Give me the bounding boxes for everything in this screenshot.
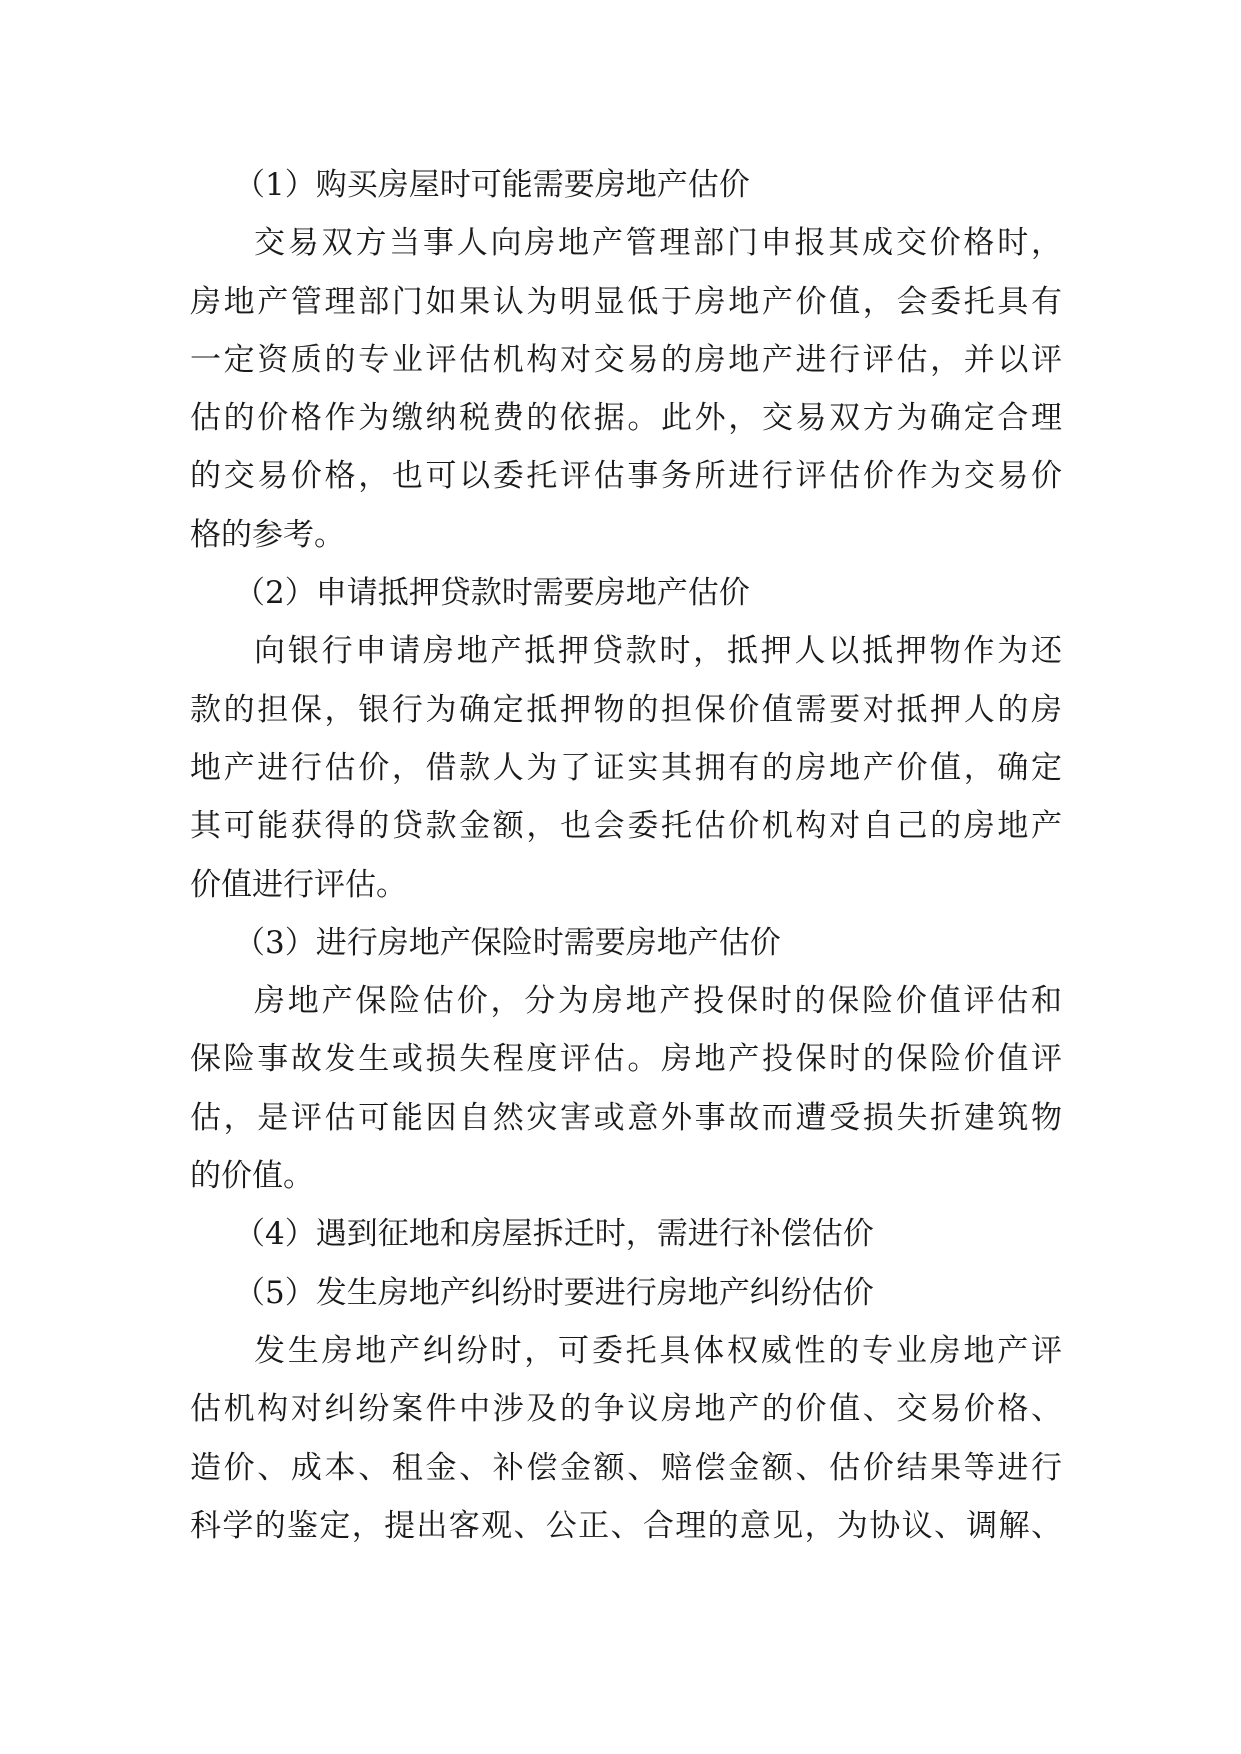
section-heading-3: （3）进行房地产保险时需要房地产估价 — [234, 924, 781, 961]
paragraph-line: 保险事故发生或损失程度评估。房地产投保时的保险价值评 — [190, 1041, 1062, 1078]
paragraph-line: 发生房地产纠纷时，可委托具体权威性的专业房地产评 — [254, 1332, 1062, 1369]
paragraph-line: 的价值。 — [190, 1158, 314, 1195]
document-body — [190, 156, 1062, 1555]
section-heading-5: （5）发生房地产纠纷时要进行房地产纠纷估价 — [234, 1274, 874, 1311]
paragraph-line: 向银行申请房地产抵押贷款时，抵押人以抵押物作为还 — [254, 633, 1062, 670]
section-heading-1: （1）购买房屋时可能需要房地产估价 — [234, 167, 750, 203]
paragraph-line: 房地产管理部门如果认为明显低于房地产价值，会委托具有 — [190, 283, 1062, 320]
paragraph-line: 一定资质的专业评估机构对交易的房地产进行评估，并以评 — [190, 341, 1062, 378]
paragraph-line: 造价、成本、租金、补偿金额、赔偿金额、估价结果等进行 — [190, 1449, 1062, 1486]
paragraph-line: 的交易价格，也可以委托评估事务所进行评估价作为交易价 — [190, 458, 1062, 495]
section-heading-2: （2）申请抵押贷款时需要房地产估价 — [234, 575, 750, 612]
section-heading-4: （4）遇到征地和房屋拆迁时，需进行补偿估价 — [234, 1216, 874, 1253]
paragraph-line: 价值进行评估。 — [190, 866, 407, 903]
paragraph-line: 科学的鉴定，提出客观、公正、合理的意见，为协议、调解、 — [190, 1507, 1062, 1544]
paragraph-line: 估机构对纠纷案件中涉及的争议房地产的价值、交易价格、 — [190, 1391, 1062, 1428]
paragraph-line: 估的价格作为缴纳税费的依据。此外，交易双方为确定合理 — [190, 400, 1062, 437]
paragraph-line: 地产进行估价，借款人为了证实其拥有的房地产价值，确定 — [190, 749, 1062, 786]
paragraph-line: 交易双方当事人向房地产管理部门申报其成交价格时， — [254, 225, 1062, 262]
paragraph-line: 房地产保险估价，分为房地产投保时的保险价值评估和 — [254, 983, 1062, 1020]
paragraph-line: 款的担保，银行为确定抵押物的担保价值需要对抵押人的房 — [190, 691, 1062, 728]
paragraph-line: 格的参考。 — [190, 516, 345, 553]
paragraph-line: 其可能获得的贷款金额，也会委托估价机构对自己的房地产 — [190, 808, 1062, 845]
paragraph-line: 估，是评估可能因自然灾害或意外事故而遭受损失折建筑物 — [190, 1099, 1062, 1136]
